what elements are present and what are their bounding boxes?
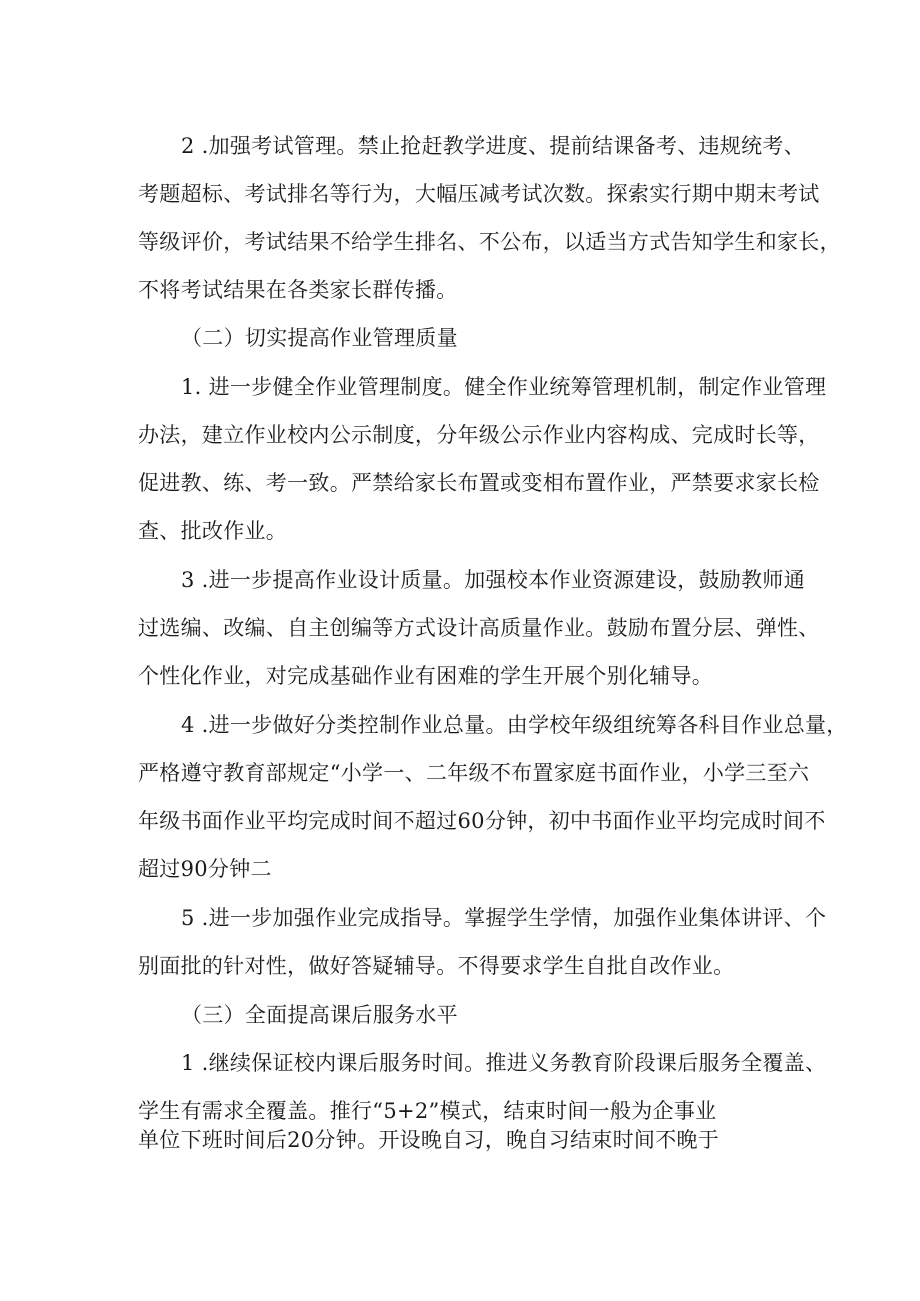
- text-line: 不将考试结果在各类家长群传播。: [138, 278, 458, 302]
- text-line: 学生有需求全覆盖。推行“5+2”模式，结束时间一般为企事业: [138, 1099, 717, 1123]
- text-line: 考题超标、考试排名等行为，大幅压减考试次数。探索实行期中期末考试: [138, 182, 820, 206]
- text-line: 1. 进一步健全作业管理制度。健全作业统筹管理机制，制定作业管理: [181, 375, 827, 399]
- section-heading: （三）全面提高课后服务水平: [181, 1003, 458, 1027]
- text-line: 等级评价，考试结果不给学生排名、不公布，以适当方式告知学生和家长，: [138, 230, 841, 254]
- text-line: 5 .进一步加强作业完成指导。掌握学生学情，加强作业集体讲评、个: [181, 906, 827, 930]
- text-line: 促进教、练、考一致。严禁给家长布置或变相布置作业，严禁要求家长检: [138, 471, 820, 495]
- text-line: 过选编、改编、自主创编等方式设计高质量作业。鼓励布置分层、弹性、: [138, 616, 820, 640]
- text-line: 2 .加强考试管理。禁止抢赶教学进度、提前结课备考、违规统考、: [181, 134, 806, 158]
- text-line: 个性化作业，对完成基础作业有困难的学生开展个别化辅导。: [138, 664, 714, 688]
- text-line: 查、批改作业。: [138, 519, 288, 543]
- text-line: 1 .继续保证校内课后服务时间。推进义务教育阶段课后服务全覆盖、: [181, 1051, 827, 1075]
- text-line: 年级书面作业平均完成时间不超过60分钟，初中书面作业平均完成时间不: [138, 809, 826, 833]
- text-line: 严格遵守教育部规定“小学一、二年级不布置家庭书面作业，小学三至六: [138, 761, 810, 785]
- text-line: 办法，建立作业校内公示制度，分年级公示作业内容构成、完成时长等，: [138, 423, 820, 447]
- text-line: 3 .进一步提高作业设计质量。加强校本作业资源建设，鼓励教师通: [181, 568, 806, 592]
- text-line: 单位下班时间后20分钟。开设晚自习，晚自习结束时间不晚于: [138, 1128, 720, 1152]
- text-line: 超过90分钟二: [138, 857, 272, 881]
- text-line: 别面批的针对性，做好答疑辅导。不得要求学生自批自改作业。: [138, 954, 735, 978]
- section-heading: （二）切实提高作业管理质量: [181, 326, 458, 350]
- text-line: 4 .进一步做好分类控制作业总量。由学校年级组统筹各科目作业总量，: [181, 713, 848, 737]
